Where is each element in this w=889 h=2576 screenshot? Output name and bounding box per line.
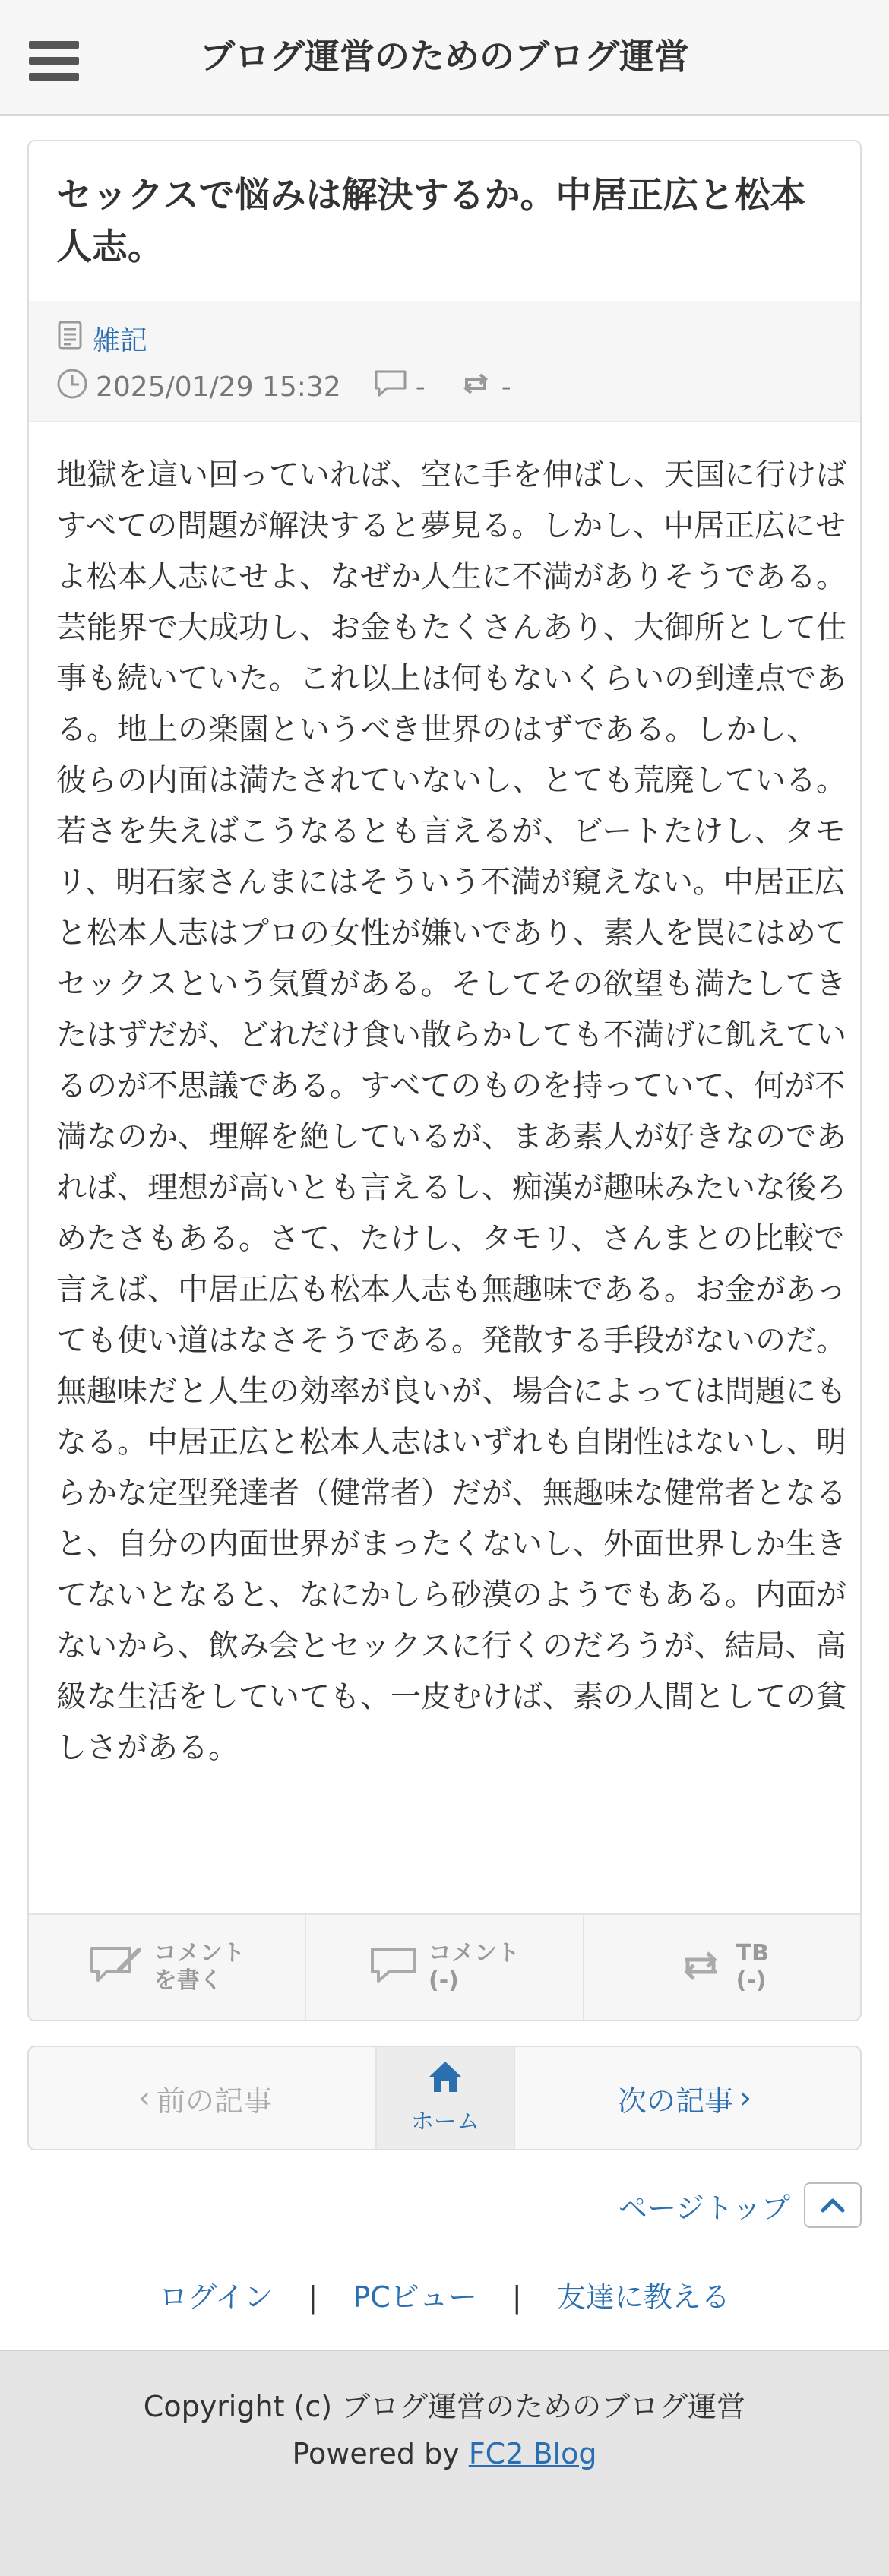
trackback-button[interactable] [584, 1915, 860, 2020]
link-separator: | [308, 2280, 318, 2314]
comment-count[interactable] [373, 369, 426, 406]
chevron-left-icon: ‹ [138, 2081, 150, 2116]
post-datetime: 2025/01/29 15:32 [96, 372, 341, 403]
article-body: 地獄を這い回っていれば、空に手を伸ばし、天国に行けばすべての問題が解決すると夢見る。しかし、中居正広にせよ松本人志にせよ、なぜか人生に不満がありそうである。芸能界で大成功し、お金もたくさんあり、大御所として仕事も続いていた。これ以上は何もないくらいの到達点である。地上の楽園というべき世界のはずである。しかし、彼らの内面は満たされていないし、とても荒廃している。若さを失えばこうなるとも言えるが、ビートたけし、タモリ、明石家さんまにはそういう不満が窺えない。中居正広と松本人志はプロの女性が嫌いであり、素人を罠にはめてセックスという気質がある。そしてその欲望も満たしてきたはずだが、どれだけ食い散らかしても不満げに飢えているのが不思議である。すべてのものを持っていて、何が不満なのか、理解を絶しているが、まあ素人が好きなのであれば、理想が高いとも言えるし、痴漢が趣味みたいな後ろめたさもある。さて、たけし、タモリ、さんまとの比較で言えば、中居正広も松本人志も無趣味である。お金があっても使い道はなさそうである。発散する手段がないのだ。無趣味だと人生の効率が良いが、場合によっては問題にもなる。中居正広と松本人志はいずれも自閉性はないし、明らかな定型発達者（健常者）だが、無趣味な健常者となると、自分の内面世界がまったくないし、外面世界しか生きてないとなると、なにかしら砂漠のようでもある。内面がないから、飲み会とセックスに行くのだろうが、結局、高級な生活をしていても、一皮むけば、素の人間としての貧しさがある。 [56, 457, 846, 1765]
write-comment-icon [89, 1944, 144, 1991]
chevron-up-icon [820, 2197, 846, 2214]
comment-icon [373, 369, 408, 406]
tb-label-1: TB [736, 1940, 769, 1967]
category-link[interactable]: 雑記 [93, 325, 148, 356]
site-title[interactable]: ブログ運営のためのブログ運営 [200, 36, 689, 77]
next-article-label: 次の記事 [617, 2084, 733, 2118]
article-actions [29, 1913, 860, 2020]
page-top-button[interactable] [804, 2182, 862, 2228]
article-title: セックスで悩みは解決するか。中居正広と松本人志。 [56, 175, 806, 268]
write-comment-label-2: を書く [153, 1967, 223, 1994]
site-header [0, 0, 889, 116]
chevron-right-icon: › [739, 2081, 751, 2116]
pc-view-link[interactable]: PCビュー [353, 2280, 477, 2314]
footer-links [0, 2274, 889, 2315]
fc2-blog-link[interactable]: FC2 Blog [468, 2437, 597, 2470]
link-separator: | [511, 2280, 522, 2314]
page-top-label: ページトップ [618, 2191, 790, 2225]
tell-friend-link[interactable]: 友達に教える [556, 2280, 730, 2314]
write-comment-button[interactable] [29, 1915, 306, 2020]
article-pager [27, 2046, 862, 2150]
comments-button[interactable] [306, 1915, 584, 2020]
powered-by [0, 2430, 889, 2477]
trackback-icon [457, 369, 494, 406]
copyright-text: Copyright (c) ブログ運営のためのブログ運営 [143, 2390, 746, 2423]
powered-prefix: Powered by [292, 2437, 469, 2470]
write-comment-label-1: コメント [153, 1940, 245, 1967]
home-button[interactable] [375, 2047, 515, 2149]
trackback-count-value: - [501, 372, 511, 403]
article-meta [29, 301, 860, 422]
next-article-button[interactable] [515, 2047, 860, 2149]
comment-icon [369, 1945, 418, 1990]
document-icon [56, 319, 84, 358]
trackback-count[interactable] [457, 369, 511, 406]
prev-article-label: 前の記事 [156, 2084, 272, 2118]
tb-label-2: (-) [736, 1967, 767, 1994]
comment-count-value: - [415, 372, 426, 403]
site-footer [0, 2350, 889, 2576]
comments-label-2: (-) [428, 1967, 459, 1994]
page-top-link[interactable] [619, 2182, 862, 2228]
login-link[interactable]: ログイン [159, 2280, 274, 2314]
home-icon [428, 2060, 463, 2100]
article-card [27, 140, 862, 2021]
home-label: ホーム [411, 2109, 479, 2135]
post-date [56, 368, 341, 407]
date-row [56, 368, 543, 407]
category-row [56, 319, 147, 358]
comments-label-1: コメント [428, 1940, 520, 1967]
trackback-icon [675, 1946, 726, 1989]
clock-icon [56, 368, 88, 407]
prev-article-button[interactable] [29, 2047, 375, 2149]
